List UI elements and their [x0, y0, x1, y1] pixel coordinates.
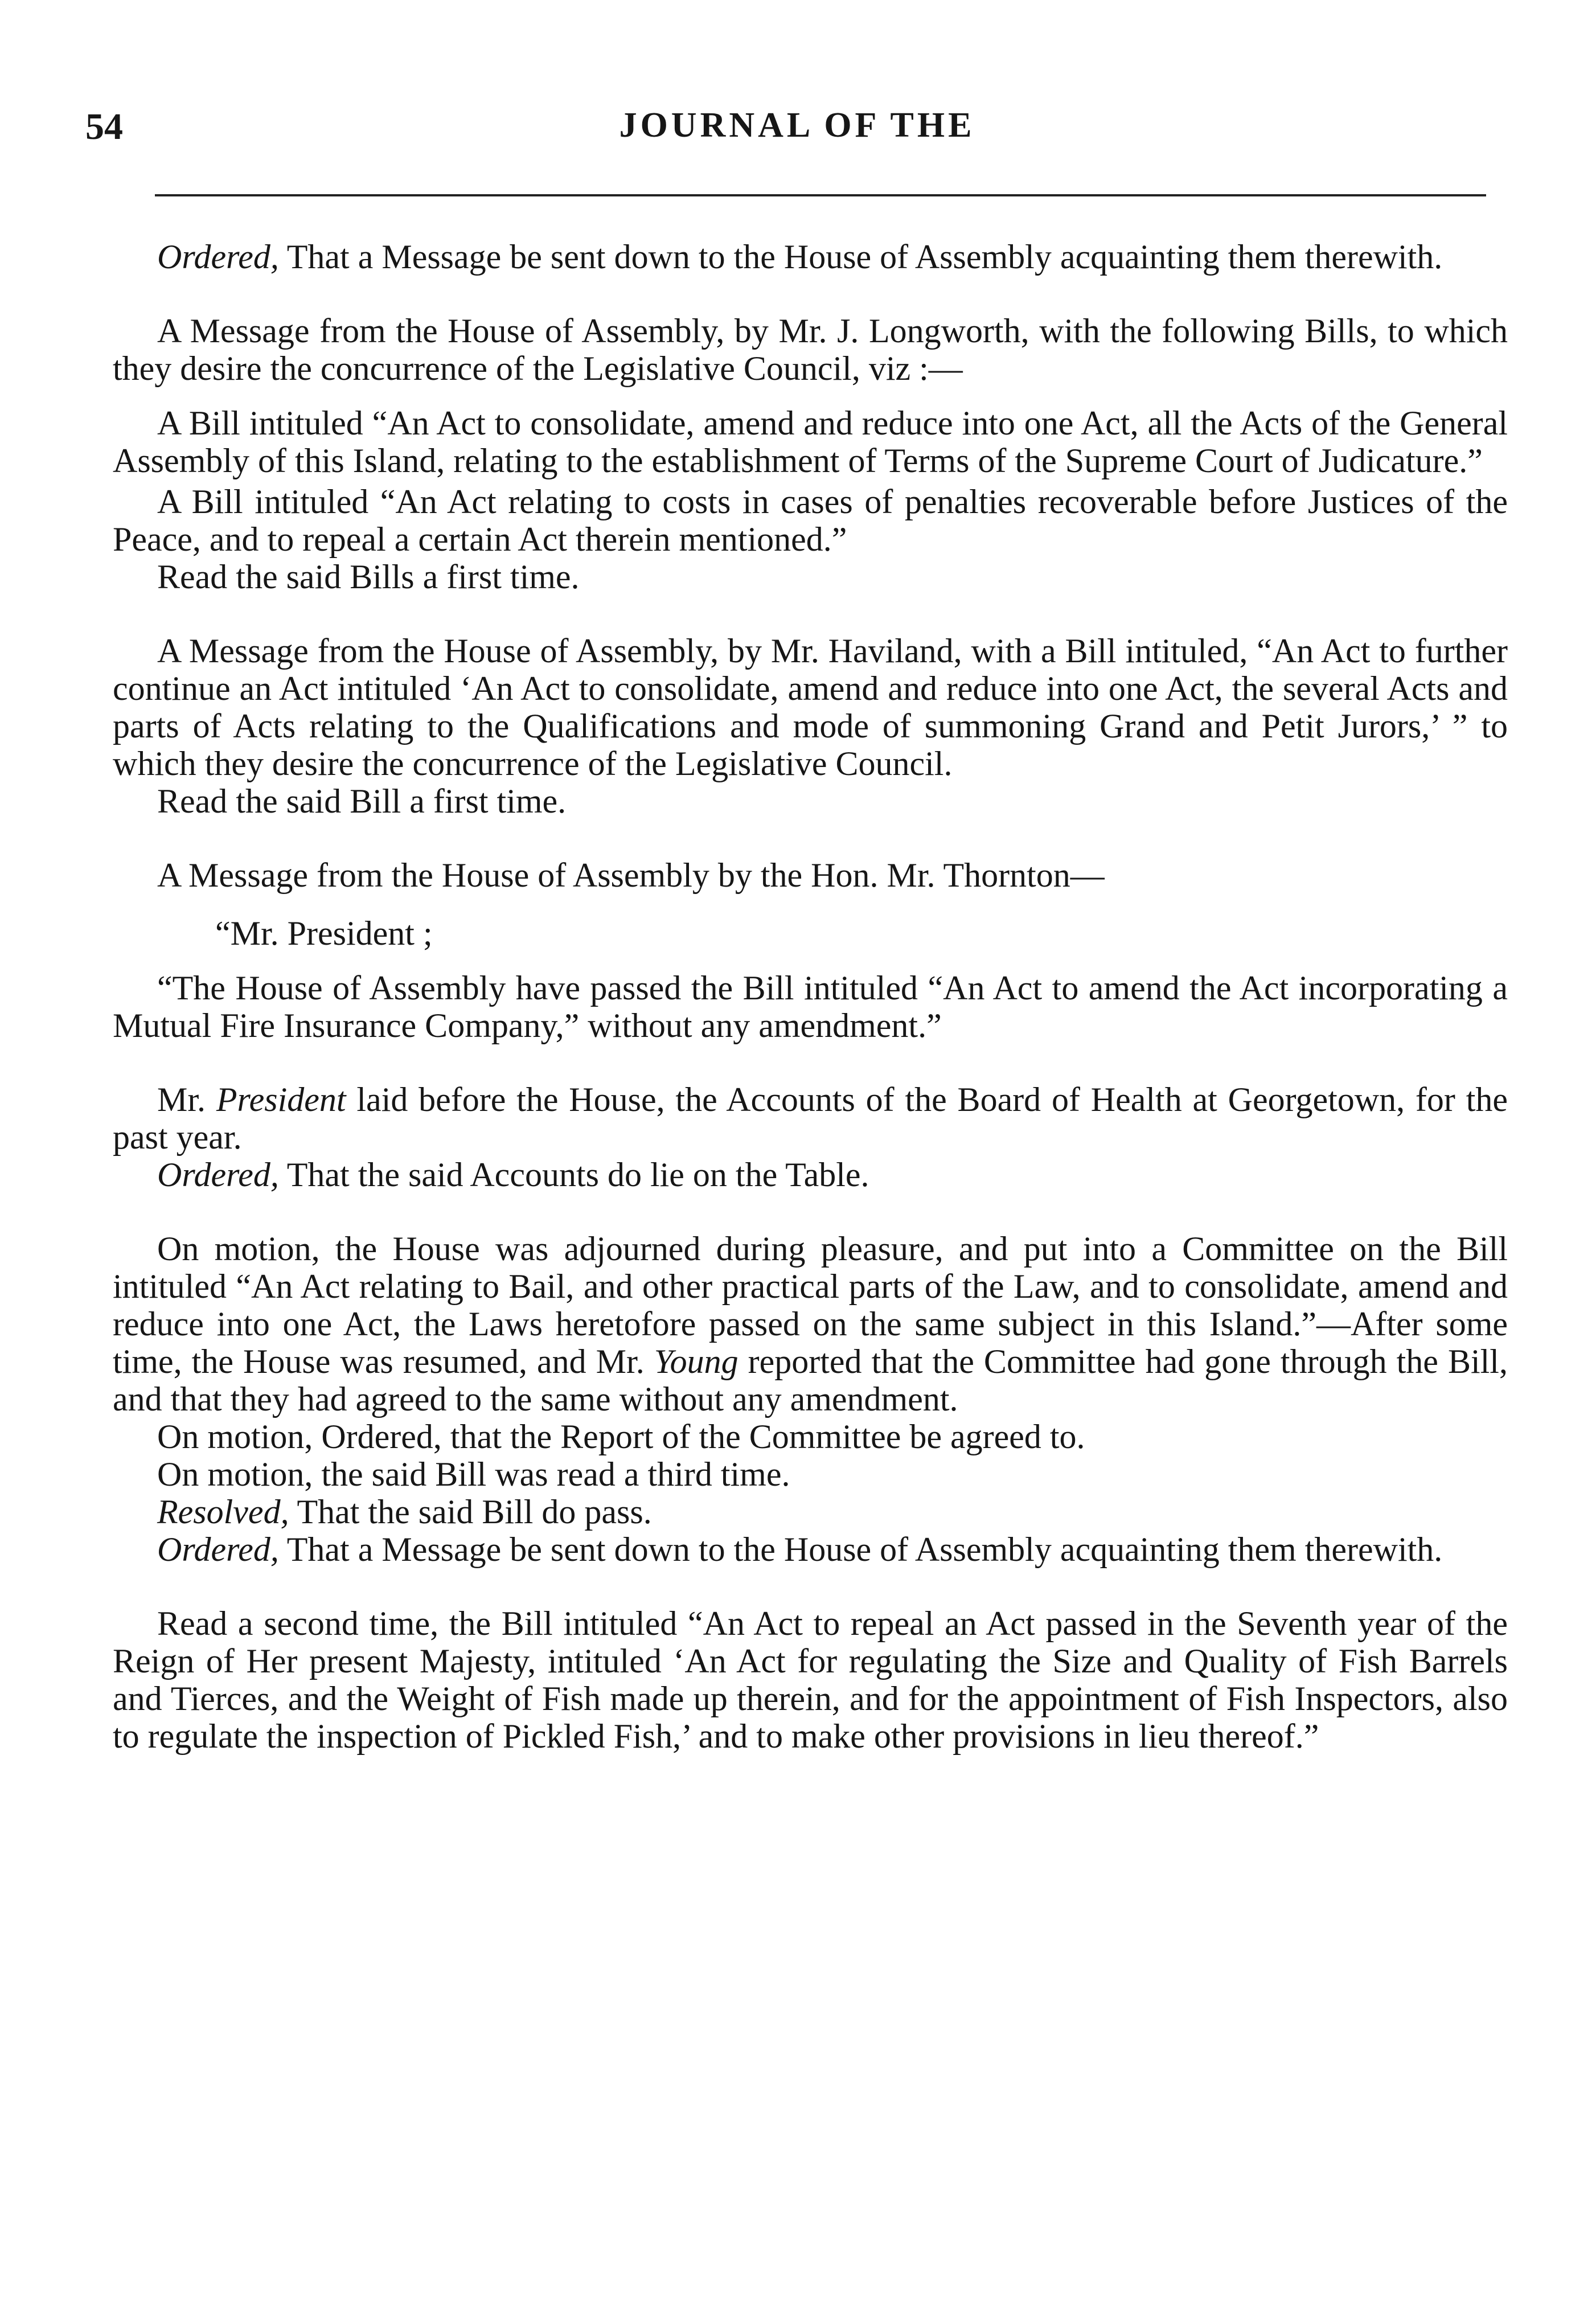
paragraph-report-agreed: On motion, Ordered, that the Report of the Committee be agreed to.: [157, 1418, 1085, 1455]
ordered-lead: Ordered,: [157, 1531, 279, 1568]
ordered-lead: Ordered,: [157, 1156, 279, 1194]
paragraph-bail-committee: On motion, the House was adjourned during pleasure, and put into a Committee on the Bill intituled “An Act relating to Bail, and other practical parts of the Law, and to consolidate, amend and reduce into one Act, the Laws heretofore passed on the same subject in this Island.”—After some time, the House was resumed, and Mr. Young reported that the Committee had gone through the Bill, and that they had agreed to the same without any amendment.: [113, 1230, 1508, 1418]
president-lead: President: [216, 1081, 346, 1118]
paragraph-address: “Mr. President ;: [215, 914, 433, 952]
paragraph-longworth-message: A Message from the House of Assembly, by Mr. J. Longworth, with the following Bills, to which they desire the concurrence of the Legislative Council, viz :—: [113, 312, 1508, 387]
paragraph-ordered-message-2: Ordered, That a Message be sent down to the House of Assembly acquainting them therewith.: [157, 1531, 1443, 1568]
paragraph-bill-costs: A Bill intituled “An Act relating to costs in cases of penalties recoverable before Justices of the Peace, and to repeal a certain Act therein mentioned.”: [113, 483, 1508, 558]
paragraph-bill-terms: A Bill intituled “An Act to consolidate, amend and reduce into one Act, all the Acts of the General Assembly of this Island, relating to the establishment of Terms of the Supreme Court of Judicature.”: [113, 404, 1508, 479]
page-number: 54: [85, 106, 123, 147]
paragraph-first-reading-2: Read the said Bill a first time.: [157, 782, 567, 820]
paragraph-fish-bill: Read a second time, the Bill intituled “An Act to repeal an Act passed in the Seventh year of the Reign of Her present Majesty, intituled ‘An Act for regulating the Size and Quality of Fish Barrels and Tierces, and the Weight of Fish made up therein, and for the appointment of Fish Inspectors, also to regulate the inspection of Pickled Fish,’ and to make other provisions in lieu thereof.”: [113, 1605, 1508, 1755]
paragraph-third-reading: On motion, the said Bill was read a third time.: [157, 1455, 790, 1493]
paragraph-accounts-table: Ordered, That the said Accounts do lie on the Table.: [157, 1156, 869, 1194]
running-title: JOURNAL OF THE: [619, 106, 975, 145]
paragraph-resolved: Resolved, That the said Bill do pass.: [157, 1493, 652, 1531]
journal-body: [113, 238, 1508, 1755]
paragraph-first-reading: Read the said Bills a first time.: [157, 558, 580, 596]
paragraph-board-of-health: Mr. President laid before the House, the Accounts of the Board of Health at Georgetown, for the past year.: [113, 1081, 1508, 1156]
header-rule: [155, 194, 1486, 196]
paragraph-fire-insurance: “The House of Assembly have passed the Bill intituled “An Act to amend the Act incorporating a Mutual Fire Insurance Company,” without any amendment.”: [113, 969, 1508, 1044]
page-header: [85, 105, 1509, 151]
paragraph-ordered-message: Ordered, That a Message be sent down to the House of Assembly acquainting them therewith.: [157, 238, 1443, 276]
paragraph-haviland-message: A Message from the House of Assembly, by Mr. Haviland, with a Bill intituled, “An Act to further continue an Act intituled ‘An Act to consolidate, amend and reduce into one Act, the several Acts and parts of Acts relating to the Qualifications and mode of summoning Grand and Petit Jurors,’ ” to which they desire the concurrence of the Legislative Council.: [113, 632, 1508, 782]
ordered-lead: Ordered,: [157, 238, 279, 276]
paragraph-thornton-message: A Message from the House of Assembly by the Hon. Mr. Thornton—: [157, 856, 1105, 894]
young-name: Young: [654, 1343, 738, 1380]
resolved-lead: Resolved,: [157, 1493, 289, 1531]
